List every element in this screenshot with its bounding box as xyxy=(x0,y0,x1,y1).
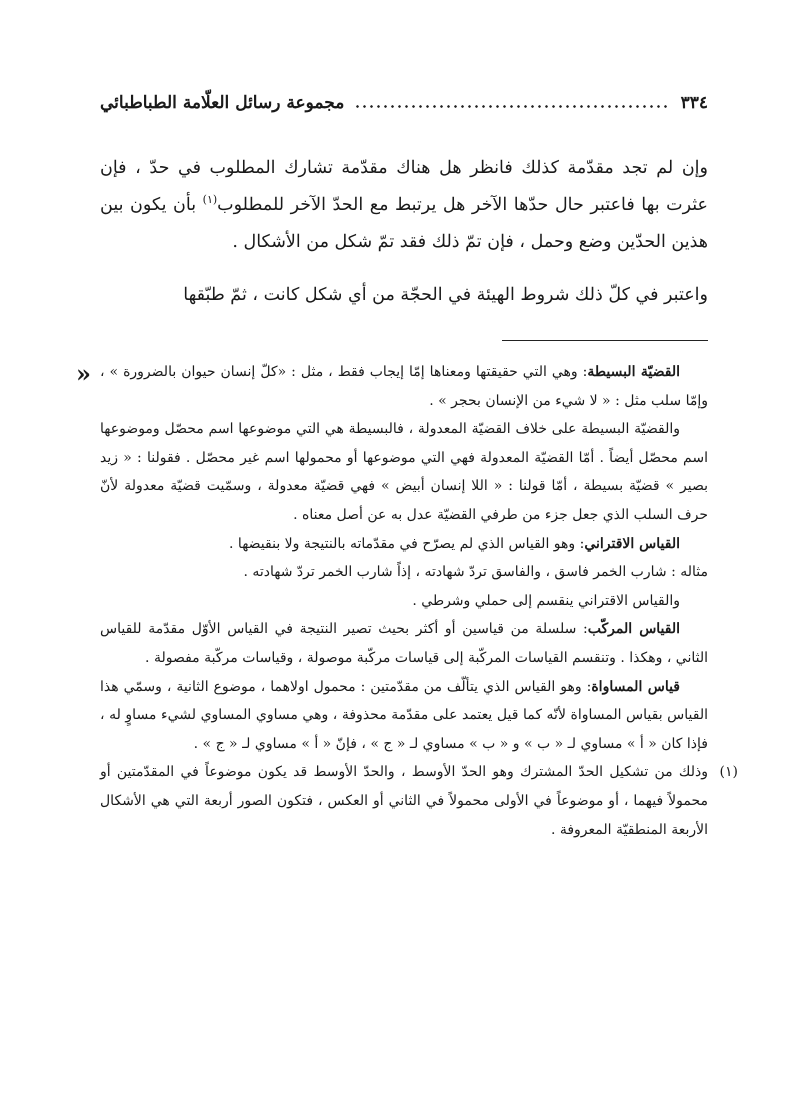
main-paragraph-1-text: وإن لم تجد مقدّمة كذلك فانظر هل هناك مقدّمة تشارك المطلوب في حدّ ، فإن عثرت بها فاعتبر حال حدّها الآخر هل يرتبط مع الحدّ الآخر للمطلوب xyxy=(100,158,708,215)
main-paragraph-1 xyxy=(100,150,708,261)
footnote-1-text: وذلك من تشكيل الحدّ المشترك وهو الحدّ الأوسط ، والحدّ الأوسط قد يكون موضوعاً في المقدّمتين أو محمولاً فيهما ، أو موضوعاً في الأولى محمولاً في الثاني أو العكس ، فتكون الصور أربعة التي هي الأشكال الأربعة المنطقيّة المعروفة . xyxy=(100,764,708,838)
main-text xyxy=(100,150,708,314)
term-musawat: قياس المساواة xyxy=(591,678,681,695)
musawat-text: : وهو القياس الذي يتألّف من مقدّمتين : محمول اولاهما ، موضوع الثانية ، وسمّي هذا القياس بقياس المساواة لأنّه كما قيل يعتمد على مقدّمة محذوفة ، وهي مساوي المساوي لشيء مساوٍ له ، فإذا كان « أ » مساوي لـ « ب » و « ب » مساوي لـ « ج » ، فإنّ « أ » مساوي لـ « ج » . xyxy=(100,678,708,752)
footnote-example: مثاله : شارب الخمر فاسق ، والفاسق تردّ شهادته ، إذاً شارب الخمر تردّ شهادته . xyxy=(243,564,708,581)
footnote-separator xyxy=(502,340,708,341)
footnote-basic-proposition xyxy=(100,358,708,415)
footnote-1-number: (١) xyxy=(719,764,738,781)
footnote-musawat xyxy=(100,673,708,759)
main-paragraph-2: واعتبر في كلّ ذلك شروط الهيئة في الحجّة من أي شكل كانت ، ثمّ طبّقها xyxy=(183,285,708,305)
footnote-metadual: والقضيّة البسيطة على خلاف القضيّة المعدولة ، فالبسيطة هي التي موضوعها اسم محصّل وموضوعها اسم محصّل أيضاً . أمّا القضيّة المعدولة فهي التي موضوعها أو محمولها اسم غير محصّل . فقولنا : « زيد بصير » قضيّة بسيطة ، أمّا قولنا : « اللا إنسان أبيض » فهي قضيّة معدولة ، وسمّيت قضيّة معدولة لأنّ حرف السلب الذي جعل جزء من طرفي القضيّة عدل به عن أصل معناه . xyxy=(100,421,708,523)
footnote-iqtirani xyxy=(100,530,708,559)
term-murakkab: القياس المركّب xyxy=(587,621,681,638)
iqtirani-text: : وهو القياس الذي لم يصرّح في مقدّماته بالنتيجة ولا بنقيضها . xyxy=(229,535,585,552)
page-number: ٣٣٤ xyxy=(680,93,708,113)
footnotes xyxy=(100,358,738,844)
main-paragraph-1-continuation: بأن يكون بين هذين الحدّين وضع وحمل ، فإن تمّ ذلك فقد تمّ شكل من الأشكال . xyxy=(100,195,708,252)
footnote-quote-mark: « xyxy=(76,359,91,388)
basic-proposition-text: : وهي التي حقيقتها ومعناها إمّا إيجاب فقط ، مثل : «كلّ إنسان حيوان بالضرورة » ، وإمّا سلب مثل : « لا شيء من الإنسان بحجر » . xyxy=(100,364,708,409)
footnote-division: والقياس الاقتراني ينقسم إلى حملي وشرطي . xyxy=(412,592,680,609)
footnote-murakkab xyxy=(100,615,708,672)
footnote-reference-1: (١) xyxy=(202,193,218,207)
term-iqtirani: القياس الاقتراني xyxy=(584,535,680,552)
header-title: مجموعة رسائل العلّامة الطباطبائي xyxy=(100,93,345,113)
header-leader-dots xyxy=(354,105,670,108)
running-header xyxy=(100,90,708,116)
footnote-1 xyxy=(100,758,738,844)
murakkab-text: : سلسلة من قياسين أو أكثر بحيث تصير النتيجة في القياس الأوّل مقدّمة للقياس الثاني ، وهكذا . وتنقسم القياسات المركّبة إلى قياسات مركّبة موصولة ، وقياسات مركّبة مفصولة . xyxy=(100,621,708,666)
term-basic-proposition: القضيّة البسيطة xyxy=(587,364,680,380)
